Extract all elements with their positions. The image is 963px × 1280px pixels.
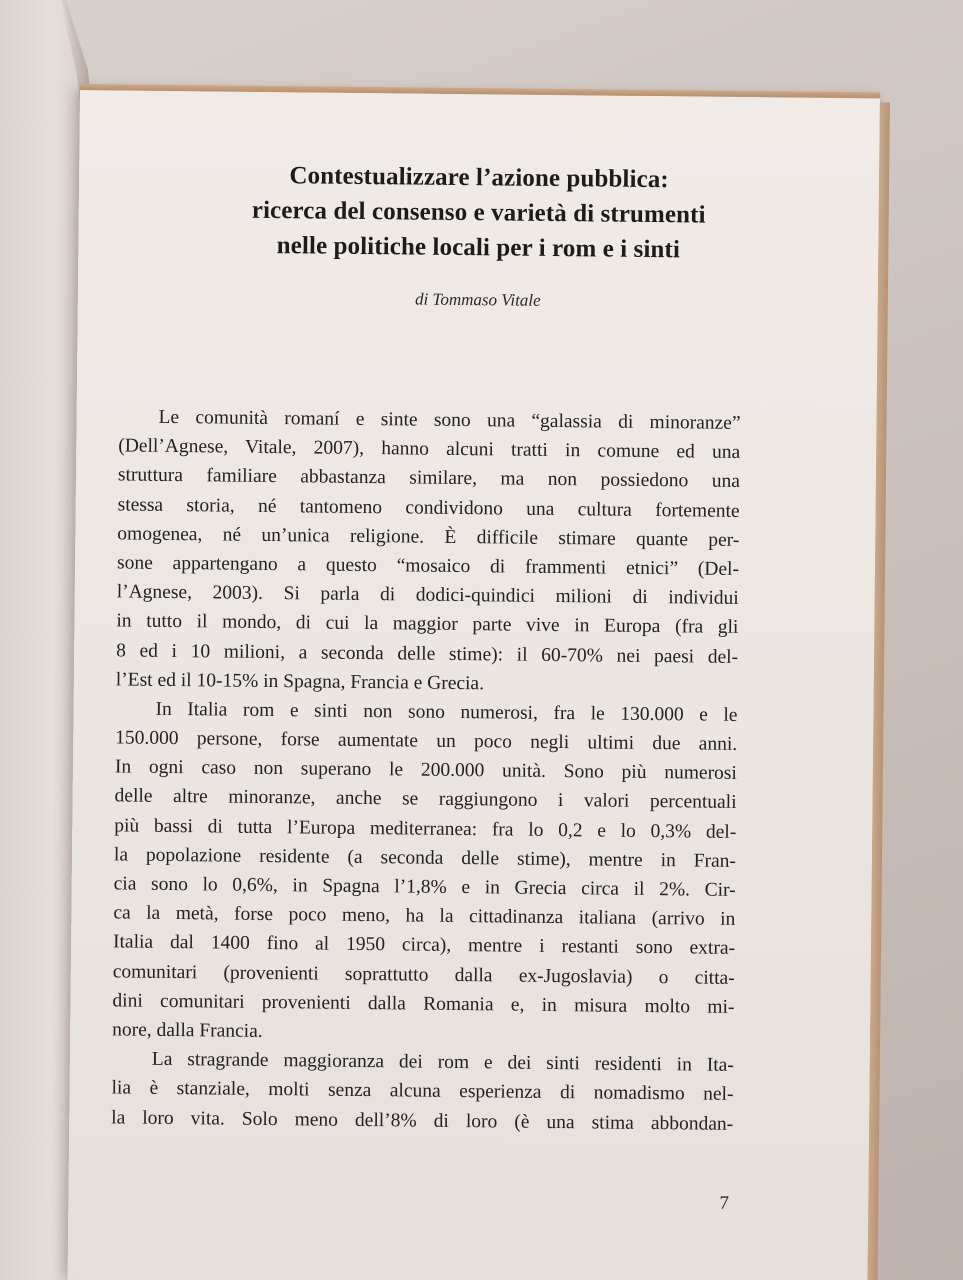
text-line: Italia dal 1400 fino al 1950 circa), mentre i restanti sono extra-	[112, 931, 736, 960]
text-line: delle altre minoranze, anche se raggiungono i valori percentuali	[114, 785, 737, 814]
chapter-title-line: ricerca del consenso e varietà di strumenti	[251, 196, 706, 229]
paragraph	[116, 402, 741, 700]
text-line: ca la metà, forse poco meno, ha la cittadinanza italiana (arrivo in	[113, 902, 736, 931]
page-number: 7	[719, 1192, 729, 1214]
text-line: cia sono lo 0,6%, in Spagna l’1,8% e in Grecia circa il 2%. Cir-	[113, 873, 736, 901]
text-line: la loro vita. Solo meno dell’8% di loro (è una stima abbondan-	[111, 1106, 734, 1135]
text-line: nore, dalla Francia.	[112, 1019, 263, 1042]
text-line: Le comunità romaní e sinte sono una “galassia di minoranze”	[158, 406, 741, 434]
text-line: 8 ed i 10 milioni, a seconda delle stime): il 60-70% nei paesi del-	[116, 639, 739, 668]
text-line: omogenea, né un’unica religione. È difficile stimare quante per-	[117, 523, 740, 551]
text-line: La stragrande maggioranza dei rom e dei sinti residenti in Ita-	[151, 1048, 734, 1077]
chapter-title-line: nelle politiche locali per i rom e i sinti	[276, 232, 681, 264]
text-line: stessa storia, né tantomeno condividono una cultura fortemente	[117, 493, 740, 522]
paragraph	[111, 1045, 734, 1139]
text-line: la popolazione residente (a seconda delle stime), mentre in Fran-	[113, 844, 737, 872]
text-line: In ogni caso non superano le 200.000 unità. Sono più numerosi	[114, 756, 737, 785]
text-line: l’Agnese, 2003). Si parla di dodici-quindici milioni di individui	[116, 581, 739, 610]
text-line: l’Est ed il 10-15% in Spagna, Francia e Grecia.	[115, 669, 485, 694]
body-text	[111, 402, 741, 1138]
book-page	[68, 90, 880, 1280]
text-line: più bassi di tutta l’Europa mediterranea: fra lo 0,2 e lo 0,3% del-	[114, 815, 737, 843]
paragraph	[112, 694, 738, 1051]
text-line: struttura familiare abbastanza similare, ma non possiedono una	[117, 464, 741, 493]
chapter-title	[78, 156, 879, 269]
text-line: comunitari (provenienti soprattutto dalla ex-Jugoslavia) o citta-	[112, 960, 735, 989]
text-line: 150.000 persone, forse aumentate un poco negli ultimi due anni.	[115, 727, 738, 755]
author-byline: di Tommaso Vitale	[414, 289, 541, 310]
text-line: In Italia rom e sinti non sono numerosi, fra le 130.000 e le	[155, 698, 738, 726]
text-line: (Dell’Agnese, Vitale, 2007), hanno alcuni tratti in comune ed una	[118, 435, 741, 464]
text-line: in tutto il mondo, di cui la maggior parte vive in Europa (fra gli	[116, 610, 739, 639]
chapter-title-line: Contestualizzare l’azione pubblica:	[289, 162, 669, 194]
text-line: lia è stanziale, molti senza alcuna esperienza di nomadismo nel-	[111, 1077, 734, 1106]
text-line: sone appartengano a questo “mosaico di frammenti etnici” (Del-	[116, 552, 740, 580]
text-line: dini comunitari provenienti dalla Romania e, in misura molto mi-	[112, 990, 735, 1018]
